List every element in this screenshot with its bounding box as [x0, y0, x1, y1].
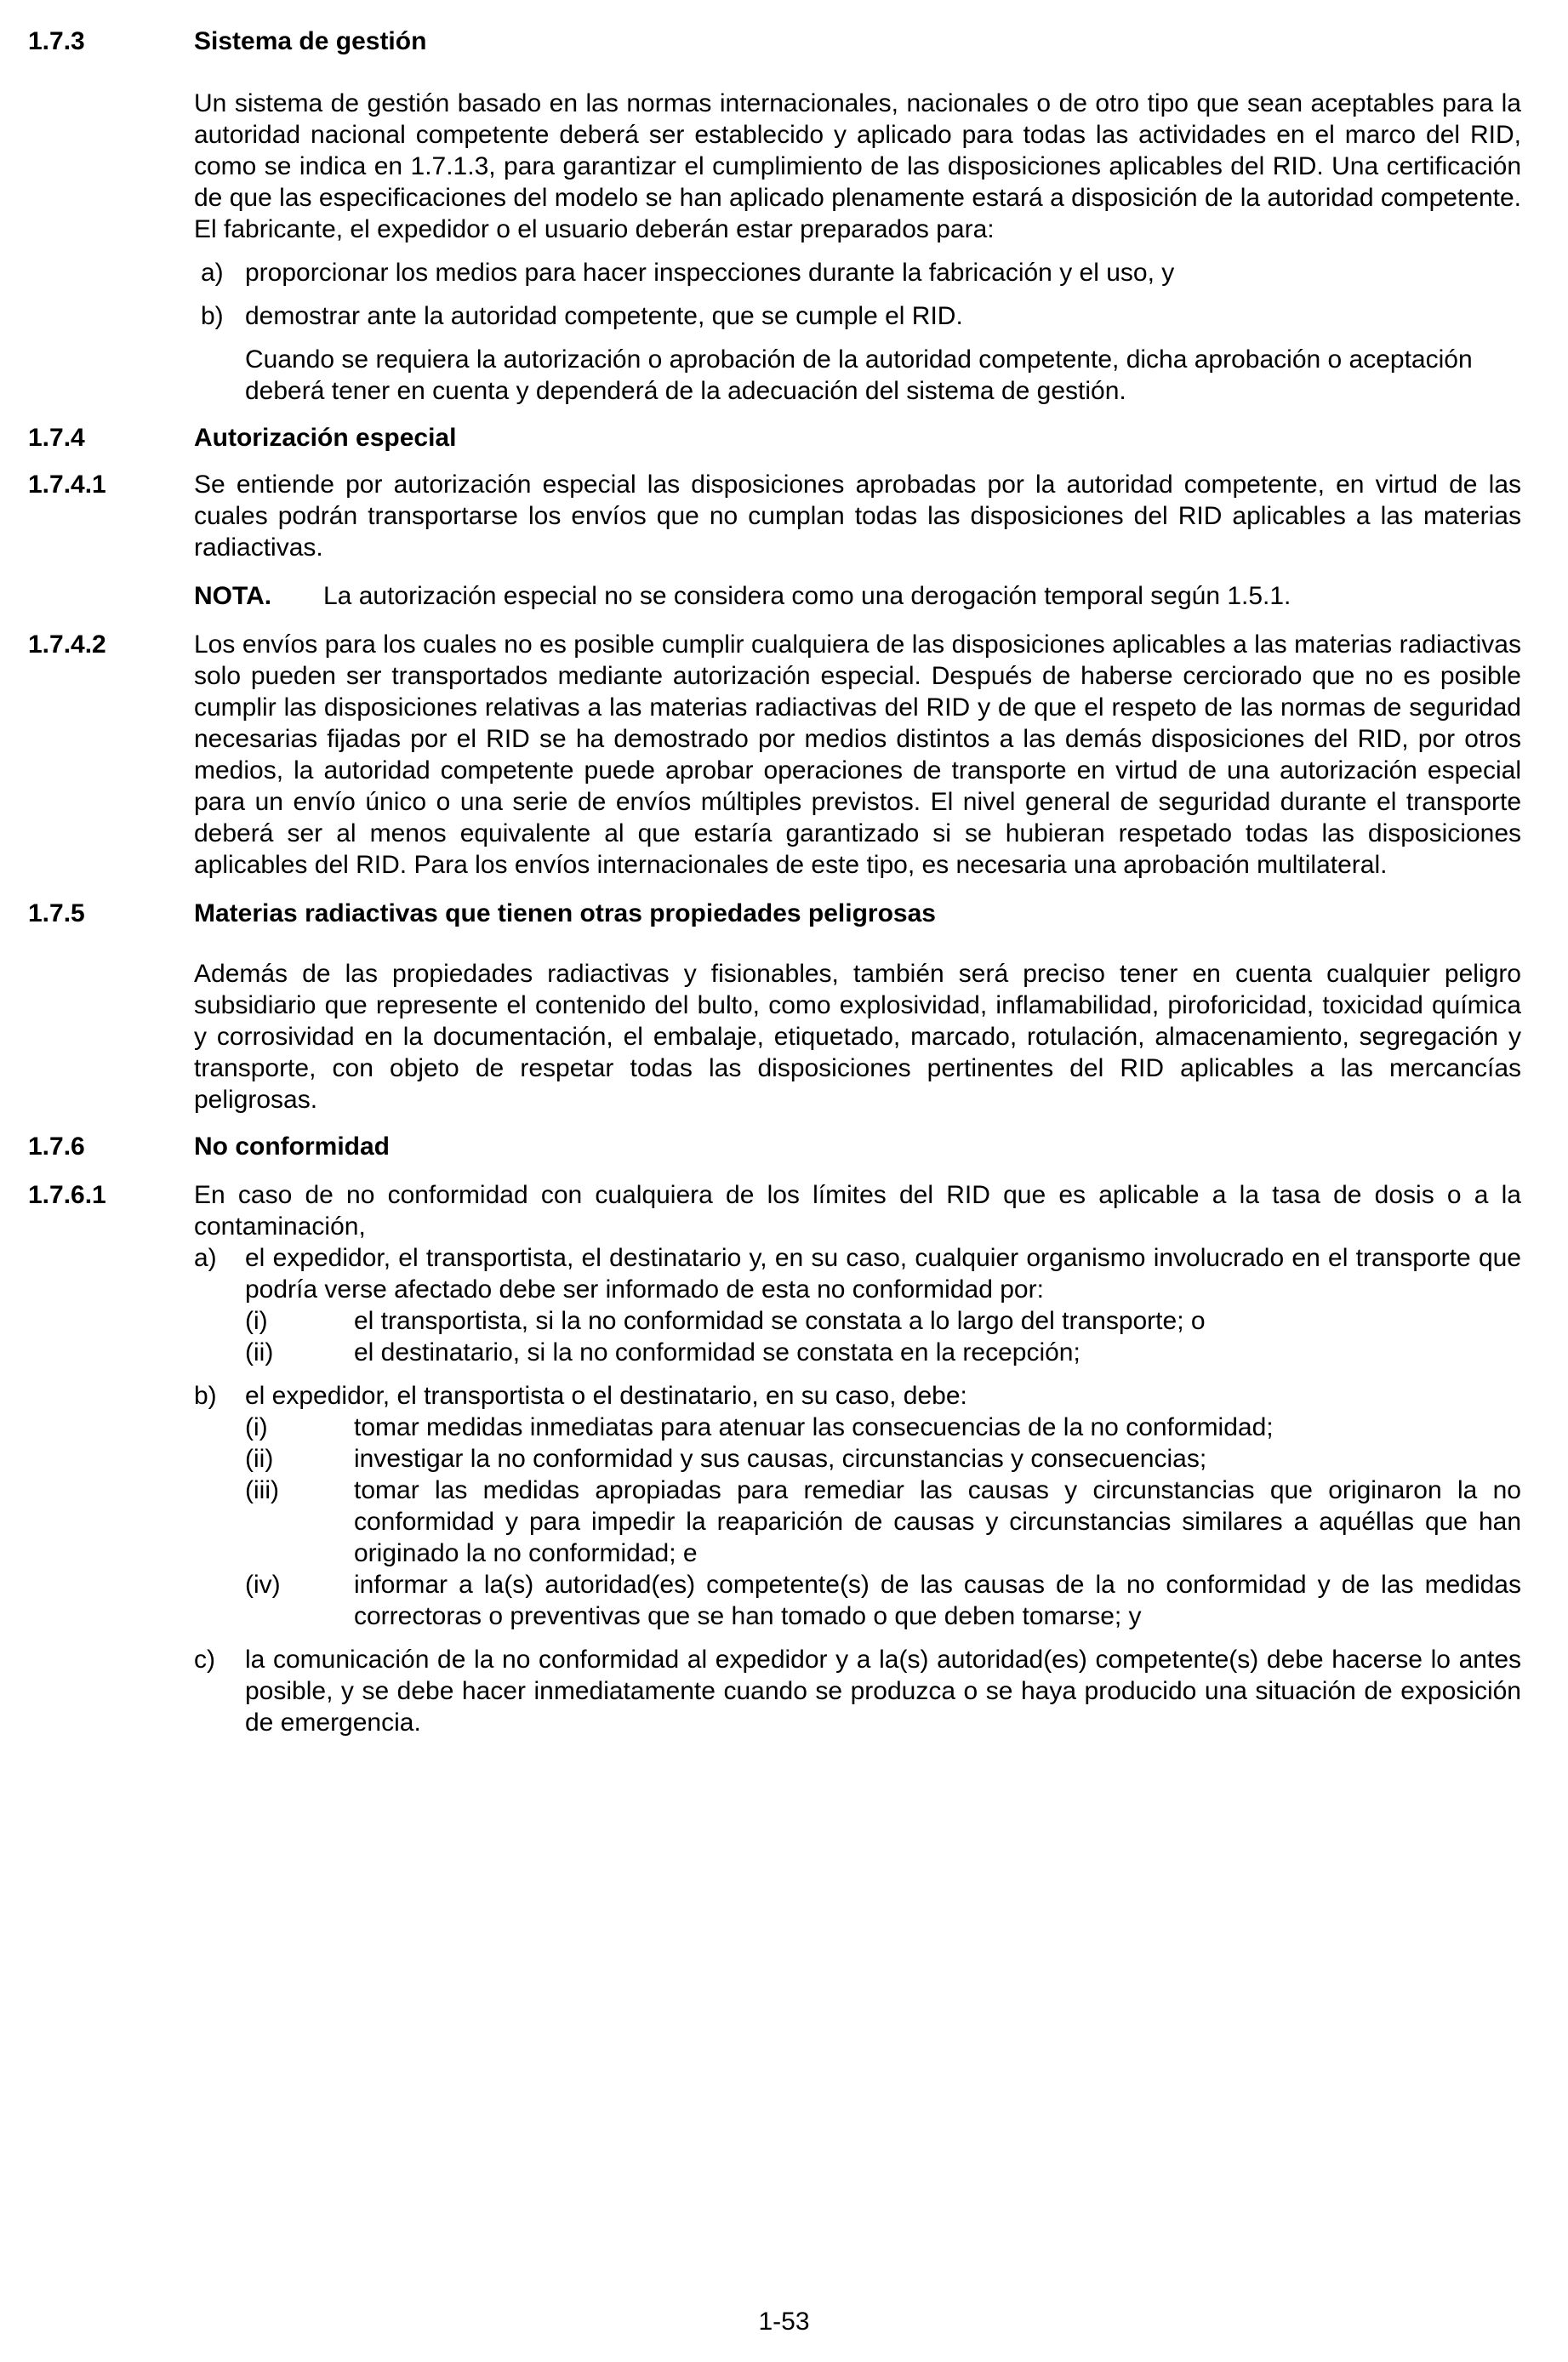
- sub-text: tomar medidas inmediatas para atenuar las consecuencias de la no conformidad;: [354, 1413, 1274, 1441]
- list-text: demostrar ante la autoridad competente, que se cumple el RID.: [245, 302, 963, 330]
- sub-text: el transportista, si la no conformidad se constata a lo largo del transporte; o: [354, 1307, 1206, 1335]
- section-number: 1.7.3: [28, 27, 85, 55]
- section-title: No conformidad: [194, 1133, 390, 1161]
- sub-label: (iii): [245, 1476, 279, 1504]
- section-number: 1.7.4.2: [28, 630, 106, 659]
- note-text: La autorización especial no se considera como una derogación temporal según 1.5.1.: [323, 582, 1291, 610]
- sub-text: el destinatario, si la no conformidad se constata en la recepción;: [354, 1338, 1080, 1366]
- note-label: NOTA.: [194, 582, 272, 610]
- section-1-7-3-body: [28, 88, 1521, 407]
- sub-item: [245, 1305, 1521, 1337]
- sub-label: (ii): [245, 1445, 274, 1473]
- list-item: [194, 257, 1521, 288]
- sub-label: (i): [245, 1307, 268, 1335]
- section-1-7-4-2: [28, 629, 1521, 881]
- sub-text: informar a la(s) autoridad(es) competente(s) de las causas de la no conformidad y de las medidas correctoras o preventivas que se han tomado o que deben tomarse; y: [354, 1571, 1521, 1630]
- section-number: 1.7.5: [28, 899, 85, 927]
- sub-label: (iv): [245, 1571, 281, 1599]
- paragraph: Se entiende por autorización especial las disposiciones aprobadas por la autoridad competente, en virtud de las cuales podrán transportarse los envíos que no cumplan todas las disposiciones del RID aplicables a las materias radiactivas.: [194, 471, 1521, 562]
- section-number: 1.7.4: [28, 424, 85, 452]
- sub-label: (i): [245, 1413, 268, 1441]
- sub-text: investigar la no conformidad y sus causas, circunstancias y consecuencias;: [354, 1445, 1207, 1473]
- note: [194, 580, 1521, 612]
- section-1-7-5-heading: [28, 898, 1521, 929]
- section-title: Sistema de gestión: [194, 27, 427, 55]
- list-label: a): [201, 259, 224, 287]
- sub-label: (ii): [245, 1338, 274, 1366]
- sub-item: [245, 1412, 1521, 1443]
- list-text: el expedidor, el transportista, el destinatario y, en su caso, cualquier organismo involucrado en el transporte que podría verse afectado debe ser informado de esta no conformidad por:: [245, 1244, 1521, 1304]
- paragraph: Un sistema de gestión basado en las normas internacionales, nacionales o de otro tipo que sean aceptables para la autoridad nacional competente deberá ser establecido y aplicado para todas las actividades en el marco del RID, como se indica en 1.7.1.3, para garantizar el cumplimiento de las disposiciones aplicables del RID. Una certificación de que las especificaciones del modelo se han aplicado plenamente estará a disposición de la autoridad competente. El fabricante, el expedidor o el usuario deberán estar preparados para:: [194, 89, 1521, 243]
- list-text: el expedidor, el transportista o el destinatario, en su caso, debe:: [245, 1382, 967, 1410]
- section-1-7-4-1: [28, 469, 1521, 612]
- section-number: 1.7.6: [28, 1133, 85, 1161]
- paragraph: Los envíos para los cuales no es posible cumplir cualquiera de las disposiciones aplicables a las materias radiactivas solo pueden ser transportados mediante autorización especial. Después de haberse cerciorado que no es posible cumplir las disposiciones relativas a las materias radiactivas del RID y de que el respeto de las normas de seguridad necesarias fijadas por el RID se ha demostrado por medios distintos a las demás disposiciones del RID, por otros medios, la autoridad competente puede aprobar operaciones de transporte en virtud de una autorización especial para un envío único o una serie de envíos múltiples previstos. El nivel general de seguridad durante el transporte deberá ser al menos equivalente al que estaría garantizado si se hubieran respetado todas las disposiciones aplicables del RID. Para los envíos internacionales de este tipo, es necesaria una aprobación multilateral.: [194, 630, 1521, 879]
- paragraph: Cuando se requiera la autorización o aprobación de la autoridad competente, dicha aprobación o aceptación deberá tener en cuenta y dependerá de la adecuación del sistema de gestión.: [245, 345, 1473, 405]
- list-label: c): [194, 1646, 215, 1674]
- section-1-7-6-heading: [28, 1131, 1521, 1162]
- sub-item: [245, 1569, 1521, 1632]
- sub-item: [245, 1443, 1521, 1475]
- section-1-7-5-body: [28, 958, 1521, 1115]
- sub-text: tomar las medidas apropiadas para remediar las causas y circunstancias que originaron la no conformidad y para impedir la reaparición de causas y circunstancias similares a aquéllas que han originado la no conformidad; e: [354, 1476, 1521, 1567]
- section-number: 1.7.6.1: [28, 1181, 106, 1209]
- section-1-7-6-1: [28, 1179, 1521, 1738]
- list-text: la comunicación de la no conformidad al expedidor y a la(s) autoridad(es) competente(s) debe hacerse lo antes posible, y se debe hacer inmediatamente cuando se produzca o se haya producido una situación de exposición de emergencia.: [245, 1646, 1521, 1737]
- document-page: [28, 26, 1521, 1738]
- paragraph: En caso de no conformidad con cualquiera de los límites del RID que es aplicable a la tasa de dosis o a la contaminación,: [194, 1181, 1521, 1241]
- page-number: 1-53: [758, 2308, 810, 2336]
- paragraph: Además de las propiedades radiactivas y fisionables, también será preciso tener en cuenta cualquier peligro subsidiario que represente el contenido del bulto, como explosividad, inflamabilidad, piroforicidad, toxicidad química y corrosividad en la documentación, el embalaje, etiquetado, marcado, rotulación, almacenamiento, segregación y transporte, con objeto de respetar todas las disposiciones pertinentes del RID aplicables a las mercancías peligrosas.: [194, 960, 1521, 1114]
- list-label: a): [194, 1244, 217, 1272]
- sub-item: [245, 1475, 1521, 1569]
- list-label: b): [201, 302, 224, 330]
- section-1-7-4-heading: [28, 422, 1521, 454]
- list-item: [194, 1380, 1521, 1632]
- list-item: [194, 1242, 1521, 1368]
- list-text: proporcionar los medios para hacer inspecciones durante la fabricación y el uso, y: [245, 259, 1175, 287]
- section-title: Autorización especial: [194, 424, 457, 452]
- sub-item: [245, 1337, 1521, 1368]
- section-title: Materias radiactivas que tienen otras propiedades peligrosas: [194, 899, 936, 927]
- section-number: 1.7.4.1: [28, 471, 106, 499]
- list-item: [194, 300, 1521, 332]
- list-item: [194, 1644, 1521, 1738]
- list-label: b): [194, 1382, 217, 1410]
- section-1-7-3-heading: [28, 26, 1521, 57]
